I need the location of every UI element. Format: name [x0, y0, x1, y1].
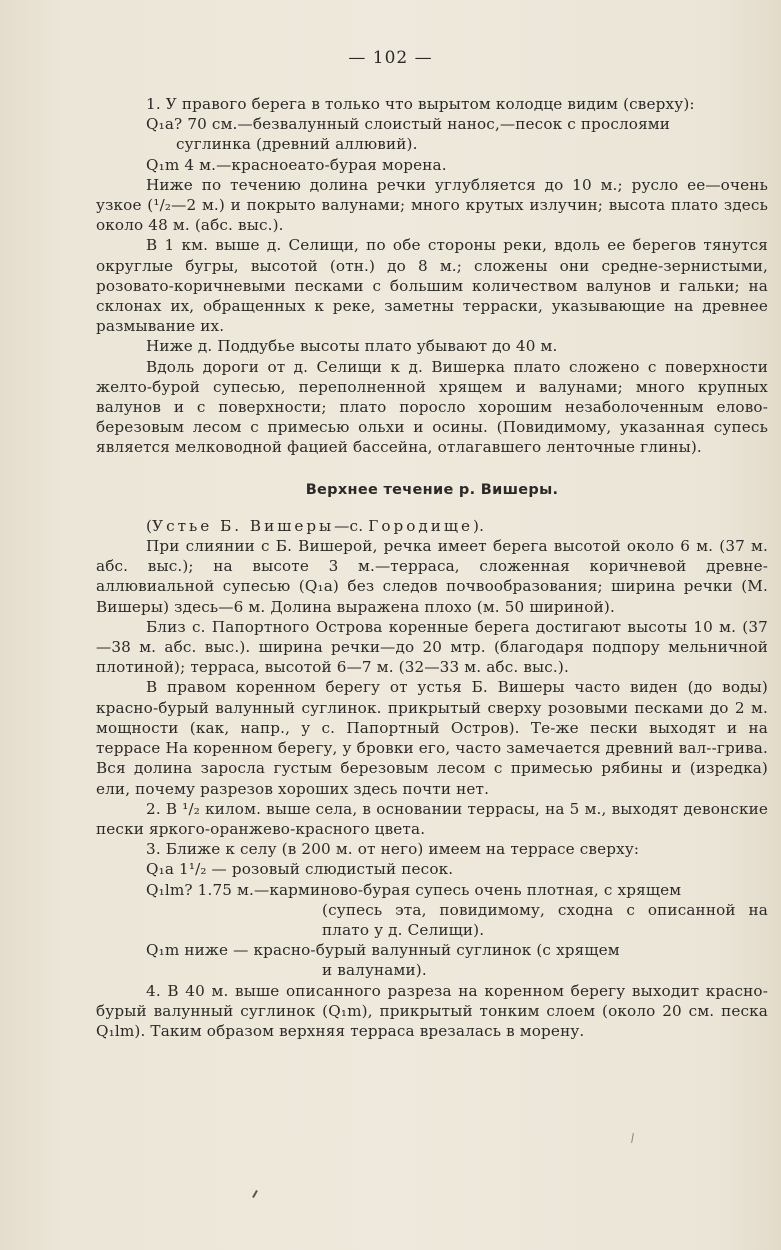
page-number: — 102 —: [348, 48, 433, 68]
paragraph-road-plateau: Вдоль дороги от д. Селищи к д. Вишерка плато сложено с поверхности желто-бурой супесью, переполненной хрящем и валунами; много крупных валунов и с поверхности; плато поросло хорошим незаболоченным елово-березовым лесом с примесью ольхи и осины. (Повидимому, указанная супесь является мелководной фацией бассейна, отлагавшего ленточные глины).: [96, 357, 768, 457]
section-title: Верхнее течение р. Вишеры.: [305, 481, 559, 498]
formula-q1a-line2: суглинка (древний аллювий).: [176, 135, 418, 154]
formula-q1lm-line2: (супесь эта, повидимому, сходна с описанной на плато у д. Селищи).: [322, 900, 768, 939]
formula-q1m-below: [96, 940, 768, 980]
subtitle-close: ).: [472, 516, 485, 535]
paragraph-conclusion: 4. В 40 м. выше описанного разреза на коренном берегу выходит красно-бурый валунный суглинок (Q₁m), прикрытый тонким слоем (около 20 см. песка Q₁lm). Таким образом верхняя терраса врезалась в морену.: [96, 981, 768, 1040]
paragraph-devonian-sands: 2. В ¹/₂ килом. выше села, в основании террасы, на 5 м., выходят девонские пески яркого-оранжево-красного цвета.: [96, 799, 768, 838]
paragraph-paportny-island: Близ с. Папортного Острова коренные берега достигают высоты 10 м. (37—38 м. абс. выс.). ширина речки—до 20 мтр. (благодаря подпору мельничной плотиной); терраса, высотой 6—7 м. (32—33 м. абс. выс.).: [96, 617, 768, 677]
paper-speck: [252, 1190, 258, 1198]
section-subtitle: [96, 516, 768, 536]
paragraph-confluence: При слиянии с Б. Вишерой, речка имеет берега высотой около 6 м. (37 м. абс. выс.); на высоте 3 м.—терраса, сложенная коричневой древне-аллювиальной супесью (Q₁a) без следов почвообразования; ширина речки (М. Вишеры) здесь—6 м. Долина выражена плохо (м. 50 шириной).: [96, 537, 768, 616]
paragraph-valley-depth: Ниже по течению долина речки углубляется до 10 м.; русло ее—очень узкое (¹/₂—2 м.) и покрыто валунами; много крутых излучин; высота плато здесь около 48 м. (абс. выс.).: [96, 175, 768, 235]
formula-q1m-below-line2: и валунами).: [322, 961, 427, 980]
formula-q1a: [96, 114, 768, 154]
subtitle-open: (: [146, 516, 153, 535]
paragraph-near-village: 3. Ближе к селу (в 200 м. от него) имеем на террасе сверху:: [146, 840, 640, 859]
formula-q1lm-line1: Q₁lm? 1.75 м.—карминово-бурая супесь очень плотная, с хрящем: [146, 880, 682, 899]
page-body: [96, 94, 768, 1041]
subtitle-end: Городище: [368, 516, 473, 535]
formula-q1a-pink-sand: Q₁a 1¹/₂ — розовый слюдистый песок.: [146, 860, 454, 879]
subtitle-start: Устье Б. Вишеры: [152, 516, 335, 535]
paragraph-right-bank: В правом коренном берегу от устья Б. Вишеры часто виден (до воды) красно-бурый валунный суглинок. прикрытый сверху розовыми песками до 2 м. мощности (как, напр., у с. Папортный Остров). Те-же пески выходят и на террасе На коренном берегу, у бровки его, часто замечается древний вал--грива. Вся долина заросла густым березовым лесом с примесью рябины и (изредка) ели, почему разрезов хороших здесь почти нет.: [96, 678, 768, 798]
formula-q1a-line1: Q₁a? 70 см.—безвалунный слоистый нанос,—песок с прослоями: [146, 115, 671, 134]
formula-q1lm: [96, 880, 768, 941]
paper-speck: [631, 1133, 634, 1143]
paragraph-hills: В 1 км. выше д. Селищи, по обе стороны реки, вдоль ее берегов тянутся округлые бугры, высотой (отн.) до 8 м.; сложены они средне-зернистыми, розовато-коричневыми песками с большим количеством валунов и гальки; на склонах их, обращенных к реке, заметны терраски, указывающие на древнее размывание их.: [96, 236, 768, 336]
formula-q1m-below-line1: Q₁m ниже — красно-бурый валунный суглинок (с хрящем: [146, 941, 620, 960]
formula-q1m: Q₁m 4 м.—красноеато-бурая морена.: [146, 155, 447, 174]
paragraph-well-section: 1. У правого берега в только что вырытом колодце видим (сверху):: [146, 95, 695, 113]
subtitle-sep: —с.: [334, 516, 369, 535]
paragraph-plateau-heights: Ниже д. Поддубье высоты плато убывают до 40 м.: [146, 337, 558, 356]
